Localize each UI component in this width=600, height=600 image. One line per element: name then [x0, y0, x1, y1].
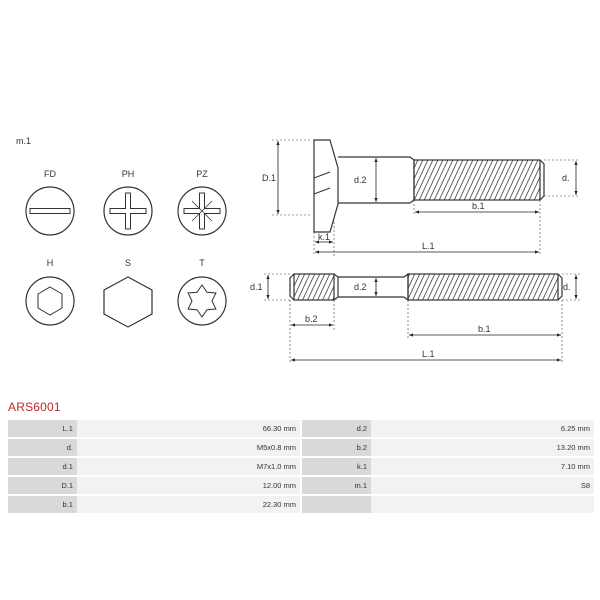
drive-type-pz: [178, 169, 226, 235]
spec-key: b.1: [8, 496, 77, 513]
spec-key: k.1: [302, 458, 371, 475]
drive-code-t: T: [199, 258, 205, 268]
drive-type-fd: [26, 169, 74, 235]
drive-code-h: H: [46, 258, 54, 268]
drive-type-ph: [104, 169, 152, 235]
spec-key: d.1: [8, 458, 77, 475]
hex-head-drive-icon: [104, 277, 152, 327]
drive-code-fd: FD: [44, 169, 56, 179]
spec-value: 22.30 mm: [77, 496, 300, 513]
stud-dim-d2: d.2: [354, 282, 367, 292]
spec-key: [302, 496, 371, 513]
spec-value: S8: [371, 477, 594, 494]
table-row: [8, 458, 594, 475]
pozidriv-drive-icon: [178, 187, 226, 235]
screw-dim-D1: D.1: [262, 173, 277, 183]
spec-key: d.2: [302, 420, 371, 437]
flat-slot-drive-icon: [26, 187, 74, 235]
phillips-drive-icon: [104, 187, 152, 235]
spec-value: [371, 496, 594, 513]
stud-dim-d1: d.1: [250, 282, 263, 292]
drive-type-s: [104, 258, 152, 327]
screw-dim-d: d.: [562, 173, 570, 183]
torx-drive-icon: [178, 277, 226, 325]
stud-dim-b2: b.2: [305, 314, 318, 324]
spec-key: d.: [8, 439, 77, 456]
drive-code-pz: PZ: [196, 169, 208, 179]
spec-value: 66.30 mm: [77, 420, 300, 437]
spec-key: D.1: [8, 477, 77, 494]
spec-value: 13.20 mm: [371, 439, 594, 456]
stud-dim-d: d.: [563, 282, 571, 292]
drive-code-s: S: [124, 258, 132, 268]
screw-dim-k1: k.1: [318, 232, 331, 242]
drive-group-label: m.1: [16, 136, 32, 146]
spec-value: M5x0.8 mm: [77, 439, 300, 456]
table-row: [8, 477, 594, 494]
spec-value: 7.10 mm: [371, 458, 594, 475]
drive-type-h: [26, 258, 74, 325]
spec-value: M7x1.0 mm: [77, 458, 300, 475]
spec-value: 12.00 mm: [77, 477, 300, 494]
stud-dim-L1: L.1: [422, 349, 435, 359]
stud-dim-b1: b.1: [478, 324, 491, 334]
spec-table: [8, 418, 594, 515]
drive-code-ph: PH: [121, 169, 135, 179]
hex-socket-drive-icon: [26, 277, 74, 325]
screw-dim-b1: b.1: [472, 201, 485, 211]
part-number: ARS6001: [8, 400, 61, 414]
table-row: [8, 496, 594, 513]
stud-drawing: [250, 274, 580, 364]
drive-type-t: [178, 258, 226, 325]
screw-dim-d2: d.2: [354, 175, 367, 185]
spec-value: 6.25 mm: [371, 420, 594, 437]
spec-key: b.2: [302, 439, 371, 456]
table-row: [8, 439, 594, 456]
table-row: [8, 420, 594, 437]
spec-key: m.1: [302, 477, 371, 494]
countersunk-screw-drawing: [262, 140, 580, 256]
screw-dim-L1: L.1: [422, 241, 435, 251]
spec-key: L.1: [8, 420, 77, 437]
